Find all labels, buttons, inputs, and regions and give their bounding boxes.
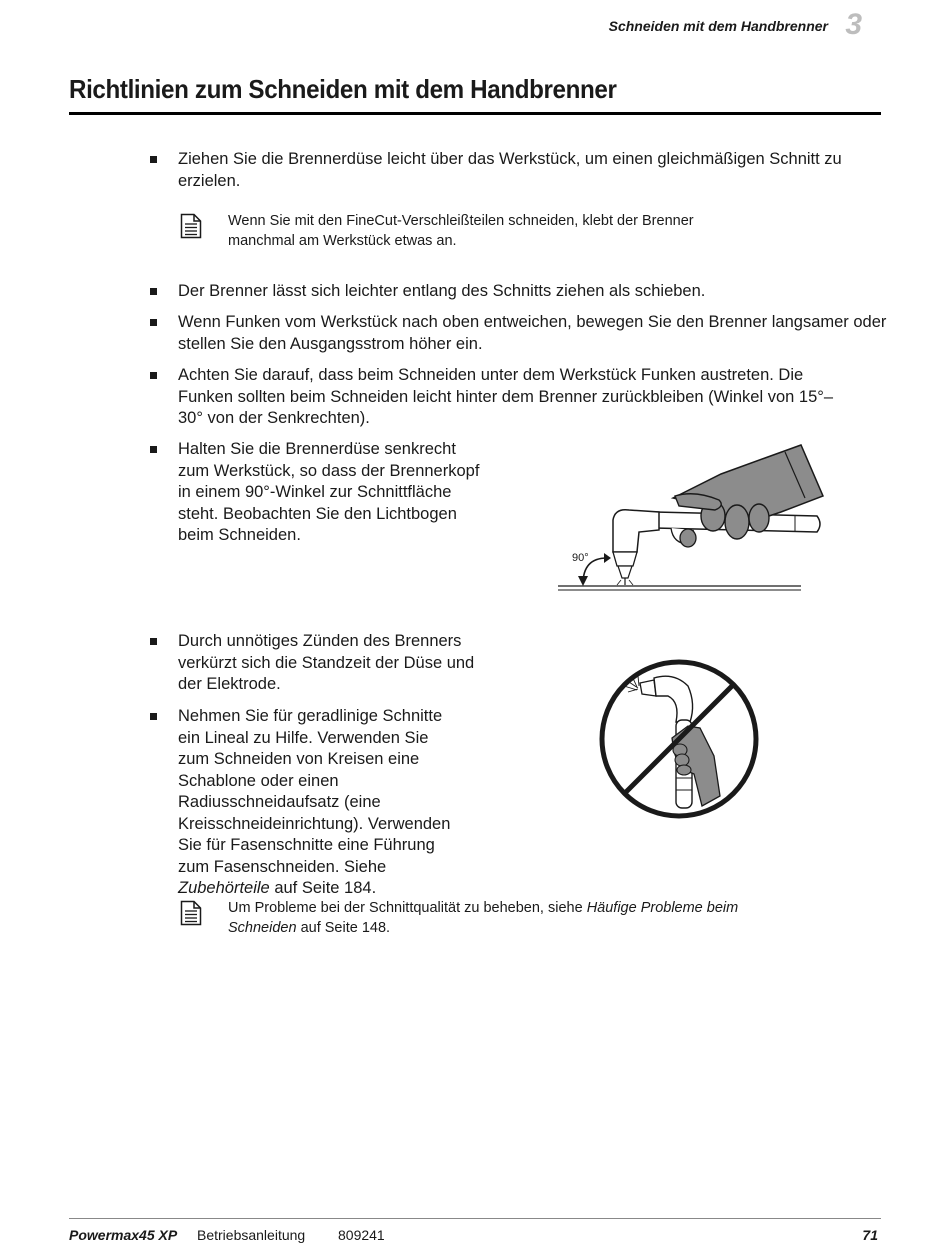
bullet-marker — [150, 446, 157, 453]
chapter-number: 3 — [845, 8, 862, 41]
bullet-item — [150, 706, 630, 900]
bullet-item — [150, 312, 890, 355]
bullet-text: Der Brenner lässt sich leichter entlang des Schnitts ziehen als schieben. — [178, 282, 706, 300]
bullet-item — [150, 631, 480, 696]
page-number: 71 — [862, 1227, 878, 1243]
note-block — [180, 898, 760, 938]
bullet-marker — [150, 372, 157, 379]
footer-rule — [69, 1218, 881, 1219]
bullet-marker — [150, 713, 157, 720]
note-text: Um Probleme bei der Schnittqualität zu beheben, siehe Häufige Probleme beim Schneiden auf Seite 148. — [228, 900, 739, 936]
cross-reference: Häufige Probleme beim Schneiden — [228, 900, 739, 936]
bullet-item — [150, 365, 850, 430]
page-title: Richtlinien zum Schneiden mit dem Handbrenner — [69, 74, 617, 104]
title-rule — [69, 112, 881, 115]
bullet-item — [150, 439, 480, 547]
note-document-icon — [180, 900, 202, 932]
bullet-marker — [150, 638, 157, 645]
note-block — [180, 211, 740, 251]
footer-doc-number: 809241 — [338, 1227, 385, 1243]
no-fire-prohibition-illustration — [596, 656, 762, 827]
note-text: Wenn Sie mit den FineCut-Verschleißteilen schneiden, klebt der Brenner manchmal am Werkstück etwas an. — [228, 213, 694, 249]
bullet-marker — [150, 288, 157, 295]
bullet-text: Wenn Funken vom Werkstück nach oben entweichen, bewegen Sie den Brenner langsamer oder stellen Sie den Ausgangsstrom höher ein. — [178, 313, 887, 353]
bullet-text: Ziehen Sie die Brennerdüse leicht über das Werkstück, um einen gleichmäßigen Schnitt zu erzielen. — [178, 150, 842, 190]
cross-reference: Zubehörteile — [178, 879, 270, 897]
bullet-text: Halten Sie die Brennerdüse senkrecht zum Werkstück, so dass der Brennerkopf in einem 90°-Winkel zur Schnittfläche steht. Beobachten Sie den Lichtbogen beim Schneiden. — [178, 440, 480, 544]
running-header-title: Schneiden mit dem Handbrenner — [608, 18, 828, 34]
footer-product: Powermax45 XP — [69, 1227, 178, 1243]
bullet-marker — [150, 319, 157, 326]
bullet-text: Nehmen Sie für geradlinige Schnitte ein Lineal zu Hilfe. Verwenden Sie zum Schneiden von Kreisen eine Schablone oder einen Radiusschneidaufsatz (eine Kreisschneideinrichtung). Verwenden Sie für Fasenschnitte eine Führung zum Fasenschneiden. Siehe Zubehörteile auf Seite 184. — [178, 707, 451, 897]
bullet-item — [150, 281, 882, 303]
bullet-item — [150, 149, 882, 192]
footer-doc-type: Betriebsanleitung — [197, 1227, 306, 1243]
angle-label: 90° — [572, 552, 589, 564]
torch-hand-illustration — [555, 440, 825, 603]
note-document-icon — [180, 213, 202, 245]
bullet-text: Durch unnötiges Zünden des Brenners verkürzt sich die Standzeit der Düse und der Elektrode. — [178, 632, 475, 693]
bullet-marker — [150, 156, 157, 163]
bullet-text: Achten Sie darauf, dass beim Schneiden unter dem Werkstück Funken austreten. Die Funken sollten beim Schneiden leicht hinter dem Brenner zurückbleiben (Winkel von 15°–30° von der Senkrechten). — [178, 366, 834, 427]
